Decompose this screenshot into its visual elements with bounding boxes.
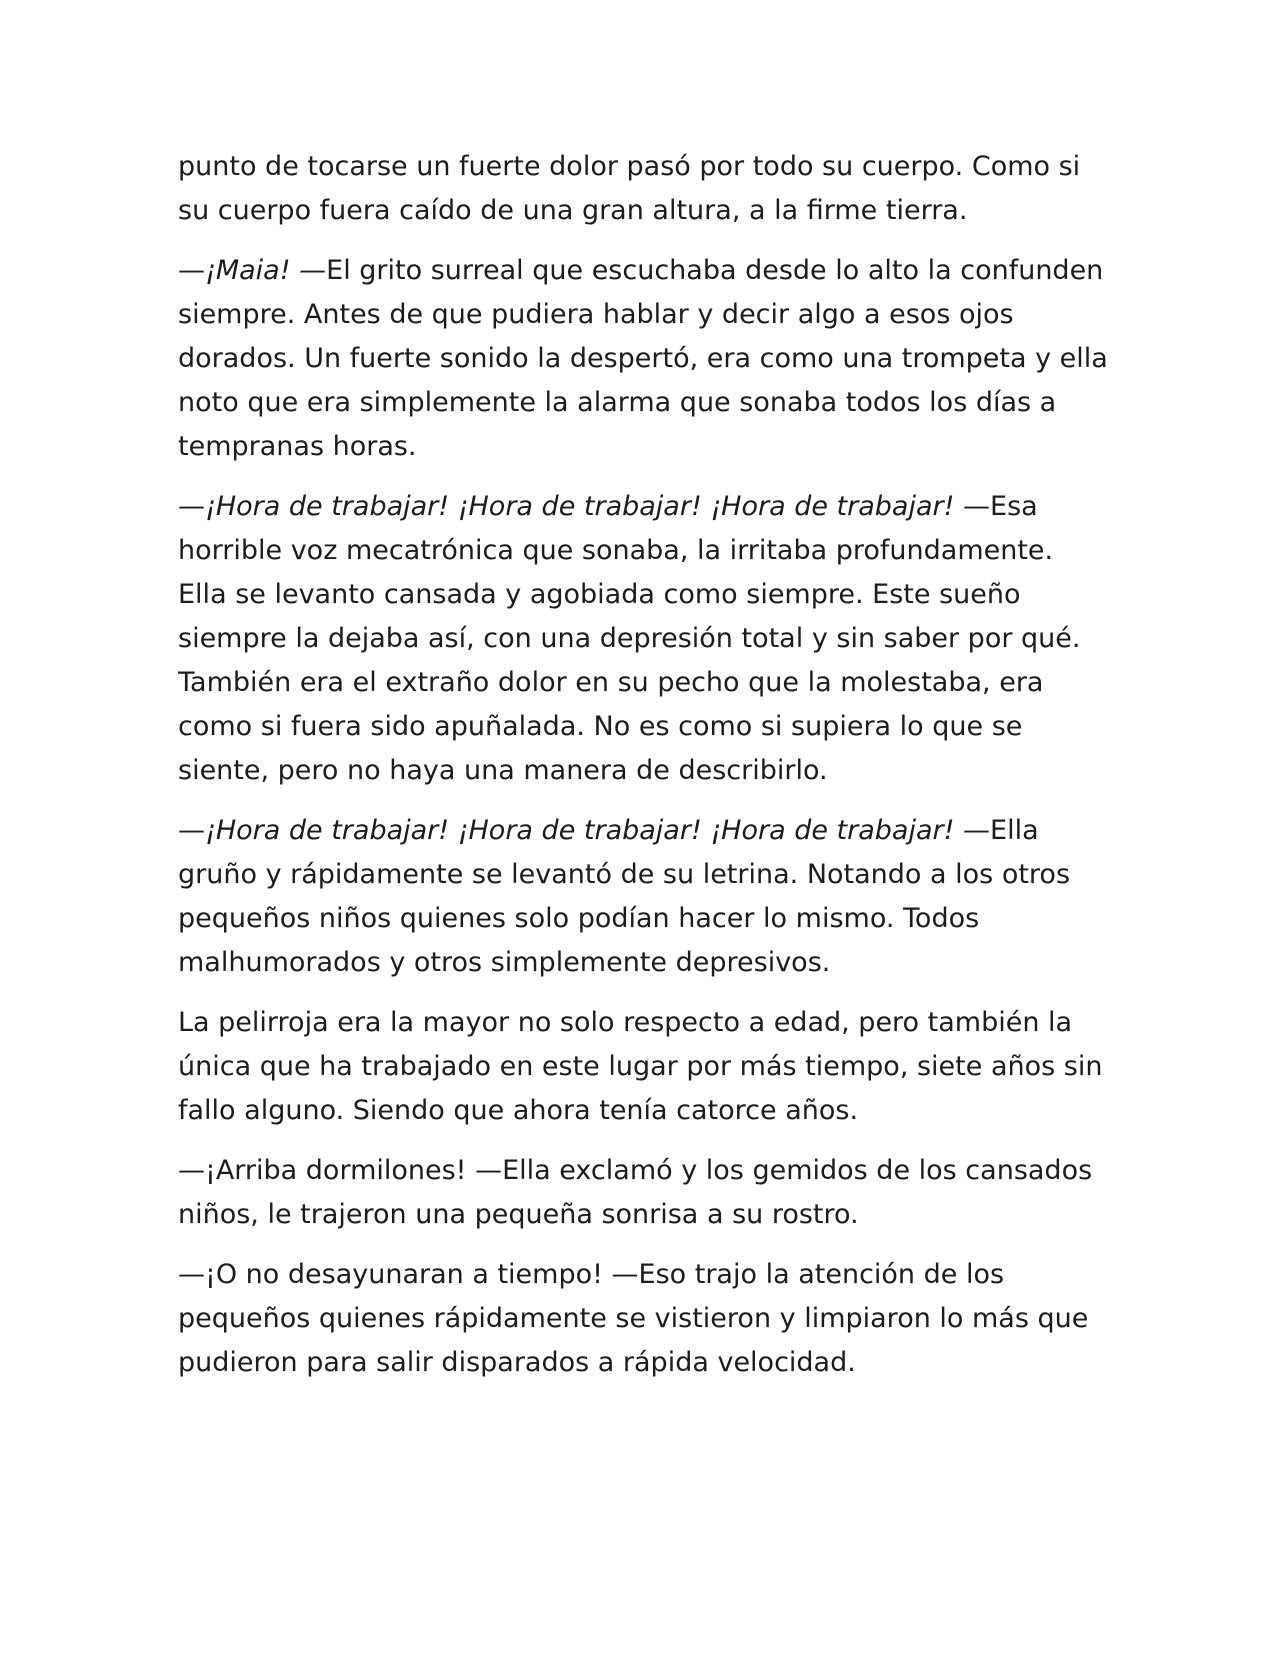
paragraph-2 [178, 249, 1108, 469]
italic-dialogue: ¡Hora de trabajar! ¡Hora de trabajar! ¡Hora de trabajar! [205, 815, 955, 846]
dialogue-dash: — [178, 491, 205, 522]
paragraph-text: —El grito surreal que escuchaba desde lo alto la confunden siempre. Antes de que pudiera hablar y decir algo a esos ojos dorados. Un fuerte sonido la despertó, era como una trompeta y ella noto que era simplemente la alarma que sonaba todos los días a tempranas horas. [178, 255, 1108, 462]
paragraph-text: —Esa horrible voz mecatrónica que sonaba, la irritaba profundamente. Ella se levanto cansada y agobiada como siempre. Este sueño siempre la dejaba así, con una depresión total y sin saber por qué. También era el extraño dolor en su pecho que la molestaba, era como si fuera sido apuñalada. No es como si supiera lo que se siente, pero no haya una manera de describirlo. [178, 491, 1081, 786]
paragraph-7 [178, 1253, 1108, 1385]
paragraph-text: —Ella gruño y rápidamente se levantó de su letrina. Notando a los otros pequeños niños quienes solo podían hacer lo mismo. Todos malhumorados y otros simplemente depresivos. [178, 815, 1071, 978]
dialogue-dash: — [178, 815, 205, 846]
italic-dialogue: ¡Hora de trabajar! ¡Hora de trabajar! ¡Hora de trabajar! [205, 491, 955, 522]
paragraph-5 [178, 1001, 1108, 1133]
document-body [178, 145, 1108, 1401]
paragraph-text: La pelirroja era la mayor no solo respecto a edad, pero también la única que ha trabajado en este lugar por más tiempo, siete años sin fallo alguno. Siendo que ahora tenía catorce años. [178, 1007, 1103, 1126]
paragraph-3 [178, 485, 1108, 793]
paragraph-text: —¡O no desayunaran a tiempo! —Eso trajo la atención de los pequeños quienes rápidamente se vistieron y limpiaron lo más que pudieron para salir disparados a rápida velocidad. [178, 1259, 1089, 1378]
dialogue-dash: — [178, 255, 205, 286]
paragraph-4 [178, 809, 1108, 985]
paragraph-text: punto de tocarse un fuerte dolor pasó por todo su cuerpo. Como si su cuerpo fuera caído de una gran altura, a la firme tierra. [178, 151, 1081, 226]
paragraph-6 [178, 1149, 1108, 1237]
paragraph-text: —¡Arriba dormilones! —Ella exclamó y los gemidos de los cansados niños, le trajeron una pequeña sonrisa a su rostro. [178, 1155, 1093, 1230]
italic-dialogue: ¡Maia! [205, 255, 291, 286]
paragraph-1 [178, 145, 1108, 233]
